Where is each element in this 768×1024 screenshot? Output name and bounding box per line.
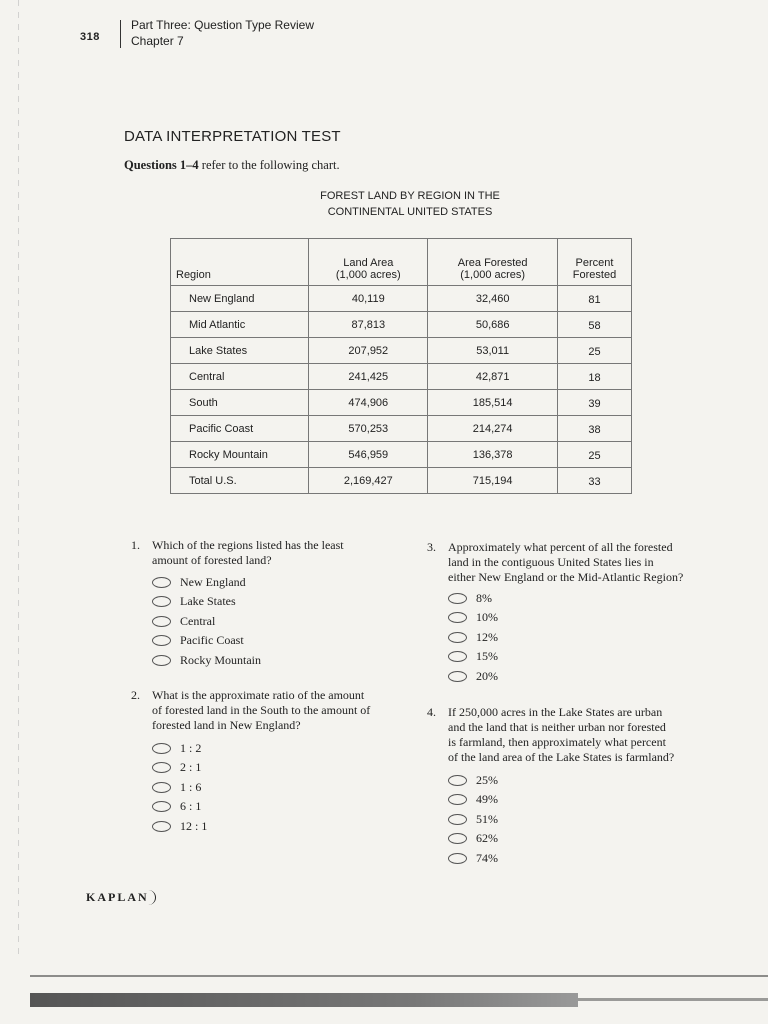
answer-bubble-icon[interactable] — [152, 635, 171, 646]
cell-land-area: 2,169,427 — [309, 468, 428, 494]
page-number: 318 — [80, 31, 100, 43]
answer-label: Central — [180, 613, 216, 628]
answer-option[interactable] — [448, 668, 498, 684]
table-row — [171, 312, 632, 338]
question-line: What is the approximate ratio of the amount — [152, 688, 365, 702]
test-title: DATA INTERPRETATION TEST — [124, 128, 341, 145]
answer-label: 20% — [476, 668, 498, 683]
table-header-row — [171, 239, 632, 286]
header-chapter: Chapter 7 — [131, 34, 184, 48]
answer-bubble-icon[interactable] — [448, 814, 467, 825]
answer-label: 10% — [476, 610, 498, 624]
answer-bubble-icon[interactable] — [152, 782, 171, 793]
answer-option[interactable] — [448, 772, 498, 788]
header-percent-forested: Percent Forested — [558, 239, 632, 286]
cell-region: Pacific Coast — [171, 416, 309, 442]
answer-option[interactable] — [152, 740, 201, 756]
answer-bubble-icon[interactable] — [152, 577, 171, 588]
answer-label: 74% — [476, 850, 498, 865]
chart-title-line2: CONTINENTAL UNITED STATES — [327, 206, 493, 218]
cell-percent-forested: 39 — [558, 390, 632, 416]
answer-label: Pacific Coast — [180, 633, 244, 647]
cell-percent-forested: 33 — [558, 468, 632, 494]
question-text — [152, 538, 344, 568]
table-row — [171, 364, 632, 390]
cell-region: Mid Atlantic — [171, 312, 309, 338]
scan-edge — [18, 0, 19, 960]
table-row — [171, 338, 632, 364]
answer-bubble-icon[interactable] — [448, 593, 467, 604]
cell-land-area: 207,952 — [309, 338, 428, 364]
answer-option[interactable] — [152, 633, 244, 649]
answer-label: New England — [180, 574, 246, 589]
answer-option[interactable] — [448, 590, 492, 606]
question-line: amount of forested land? — [152, 553, 272, 567]
answer-label: 8% — [476, 590, 492, 605]
answer-label: 25% — [476, 772, 498, 787]
answer-label: 12% — [476, 629, 498, 644]
answer-option[interactable] — [448, 831, 498, 847]
cell-area-forested: 715,194 — [428, 468, 558, 494]
answer-option[interactable] — [152, 594, 236, 610]
answer-bubble-icon[interactable] — [448, 671, 467, 682]
question-number: 4. — [427, 705, 436, 719]
answer-bubble-icon[interactable] — [152, 801, 171, 812]
scan-artifact — [30, 975, 768, 977]
cell-region: Central — [171, 364, 309, 390]
answer-option[interactable] — [152, 760, 201, 776]
answer-option[interactable] — [152, 818, 207, 834]
cell-percent-forested: 25 — [558, 442, 632, 468]
answer-bubble-icon[interactable] — [448, 833, 467, 844]
answer-label: 1 : 6 — [180, 779, 202, 794]
answer-bubble-icon[interactable] — [448, 632, 467, 643]
question-text — [448, 540, 683, 585]
answer-label: 12 : 1 — [180, 818, 208, 833]
chart-title — [300, 188, 520, 220]
questions-intro — [124, 158, 340, 173]
answer-option[interactable] — [448, 610, 498, 626]
answer-bubble-icon[interactable] — [448, 853, 467, 864]
answer-label: Rocky Mountain — [180, 652, 261, 667]
table-row — [171, 416, 632, 442]
answer-option[interactable] — [152, 652, 261, 668]
question-line: of the land area of the Lake States is farmland? — [448, 750, 675, 764]
cell-percent-forested: 25 — [558, 338, 632, 364]
cell-land-area: 241,425 — [309, 364, 428, 390]
question-line: Approximately what percent of all the forested — [448, 540, 673, 554]
answer-label: 1 : 2 — [180, 740, 202, 755]
question-number: 3. — [427, 540, 436, 554]
table-row — [171, 468, 632, 494]
cell-land-area: 570,253 — [309, 416, 428, 442]
cell-region: New England — [171, 286, 309, 312]
cell-percent-forested: 38 — [558, 416, 632, 442]
question-line: either New England or the Mid-Atlantic Region? — [448, 570, 684, 584]
table-row — [171, 390, 632, 416]
cell-region: Lake States — [171, 338, 309, 364]
answer-option[interactable] — [448, 649, 498, 665]
intro-bold: Questions 1–4 — [124, 158, 199, 172]
answer-bubble-icon[interactable] — [448, 612, 467, 623]
answer-label: Lake States — [180, 594, 236, 608]
cell-region: Rocky Mountain — [171, 442, 309, 468]
question-line: land in the contiguous United States lies in — [448, 555, 654, 569]
answer-bubble-icon[interactable] — [152, 821, 171, 832]
cell-area-forested: 214,274 — [428, 416, 558, 442]
answer-label: 6 : 1 — [180, 799, 202, 813]
header-part: Part Three: Question Type Review — [131, 18, 314, 32]
answer-option[interactable] — [152, 779, 201, 795]
answer-label: 15% — [476, 649, 498, 663]
answer-option[interactable] — [448, 629, 498, 645]
answer-option[interactable] — [152, 574, 246, 590]
answer-bubble-icon[interactable] — [152, 655, 171, 666]
chart-title-line1: FOREST LAND BY REGION IN THE — [320, 190, 500, 202]
table-row — [171, 442, 632, 468]
question-line: forested land in New England? — [152, 718, 301, 732]
cell-percent-forested: 58 — [558, 312, 632, 338]
scan-artifact — [30, 993, 578, 1007]
cell-area-forested: 136,378 — [428, 442, 558, 468]
question-line: is farmland, then approximately what percent — [448, 735, 666, 749]
header-divider — [120, 20, 121, 48]
answer-label: 62% — [476, 831, 498, 845]
answer-bubble-icon[interactable] — [152, 596, 171, 607]
cell-land-area: 40,119 — [309, 286, 428, 312]
table-body — [171, 286, 632, 494]
question-number: 1. — [131, 538, 140, 552]
answer-bubble-icon[interactable] — [152, 762, 171, 773]
answer-label: 2 : 1 — [180, 760, 202, 774]
cell-region: South — [171, 390, 309, 416]
forest-land-table — [170, 238, 632, 494]
table-row — [171, 286, 632, 312]
answer-bubble-icon[interactable] — [448, 794, 467, 805]
answer-label: 51% — [476, 811, 498, 826]
cell-area-forested: 185,514 — [428, 390, 558, 416]
scan-artifact — [578, 998, 768, 1001]
header-region: Region — [171, 239, 309, 286]
cell-percent-forested: 81 — [558, 286, 632, 312]
answer-option[interactable] — [448, 792, 498, 808]
cell-area-forested: 53,011 — [428, 338, 558, 364]
question-text — [152, 688, 370, 733]
cell-region: Total U.S. — [171, 468, 309, 494]
question-text — [448, 705, 674, 765]
cell-land-area: 474,906 — [309, 390, 428, 416]
question-line: and the land that is neither urban nor forested — [448, 720, 666, 734]
answer-bubble-icon[interactable] — [152, 743, 171, 754]
answer-option[interactable] — [152, 613, 215, 629]
answer-option[interactable] — [152, 799, 201, 815]
answer-bubble-icon[interactable] — [448, 775, 467, 786]
cell-area-forested: 42,871 — [428, 364, 558, 390]
question-line: If 250,000 acres in the Lake States are urban — [448, 705, 663, 719]
answer-bubble-icon[interactable] — [152, 616, 171, 627]
answer-bubble-icon[interactable] — [448, 651, 467, 662]
cell-percent-forested: 18 — [558, 364, 632, 390]
answer-option[interactable] — [448, 811, 498, 827]
intro-rest: refer to the following chart. — [198, 158, 340, 172]
question-line: Which of the regions listed has the least — [152, 538, 344, 552]
cell-area-forested: 50,686 — [428, 312, 558, 338]
question-line: of forested land in the South to the amount of — [152, 703, 371, 717]
question-number: 2. — [131, 688, 140, 702]
answer-option[interactable] — [448, 850, 498, 866]
cell-area-forested: 32,460 — [428, 286, 558, 312]
header-land-area: Land Area (1,000 acres) — [309, 239, 428, 286]
cell-land-area: 87,813 — [309, 312, 428, 338]
kaplan-logo: KAPLAN — [86, 890, 156, 905]
cell-land-area: 546,959 — [309, 442, 428, 468]
answer-label: 49% — [476, 792, 498, 806]
header-area-forested: Area Forested (1,000 acres) — [428, 239, 558, 286]
